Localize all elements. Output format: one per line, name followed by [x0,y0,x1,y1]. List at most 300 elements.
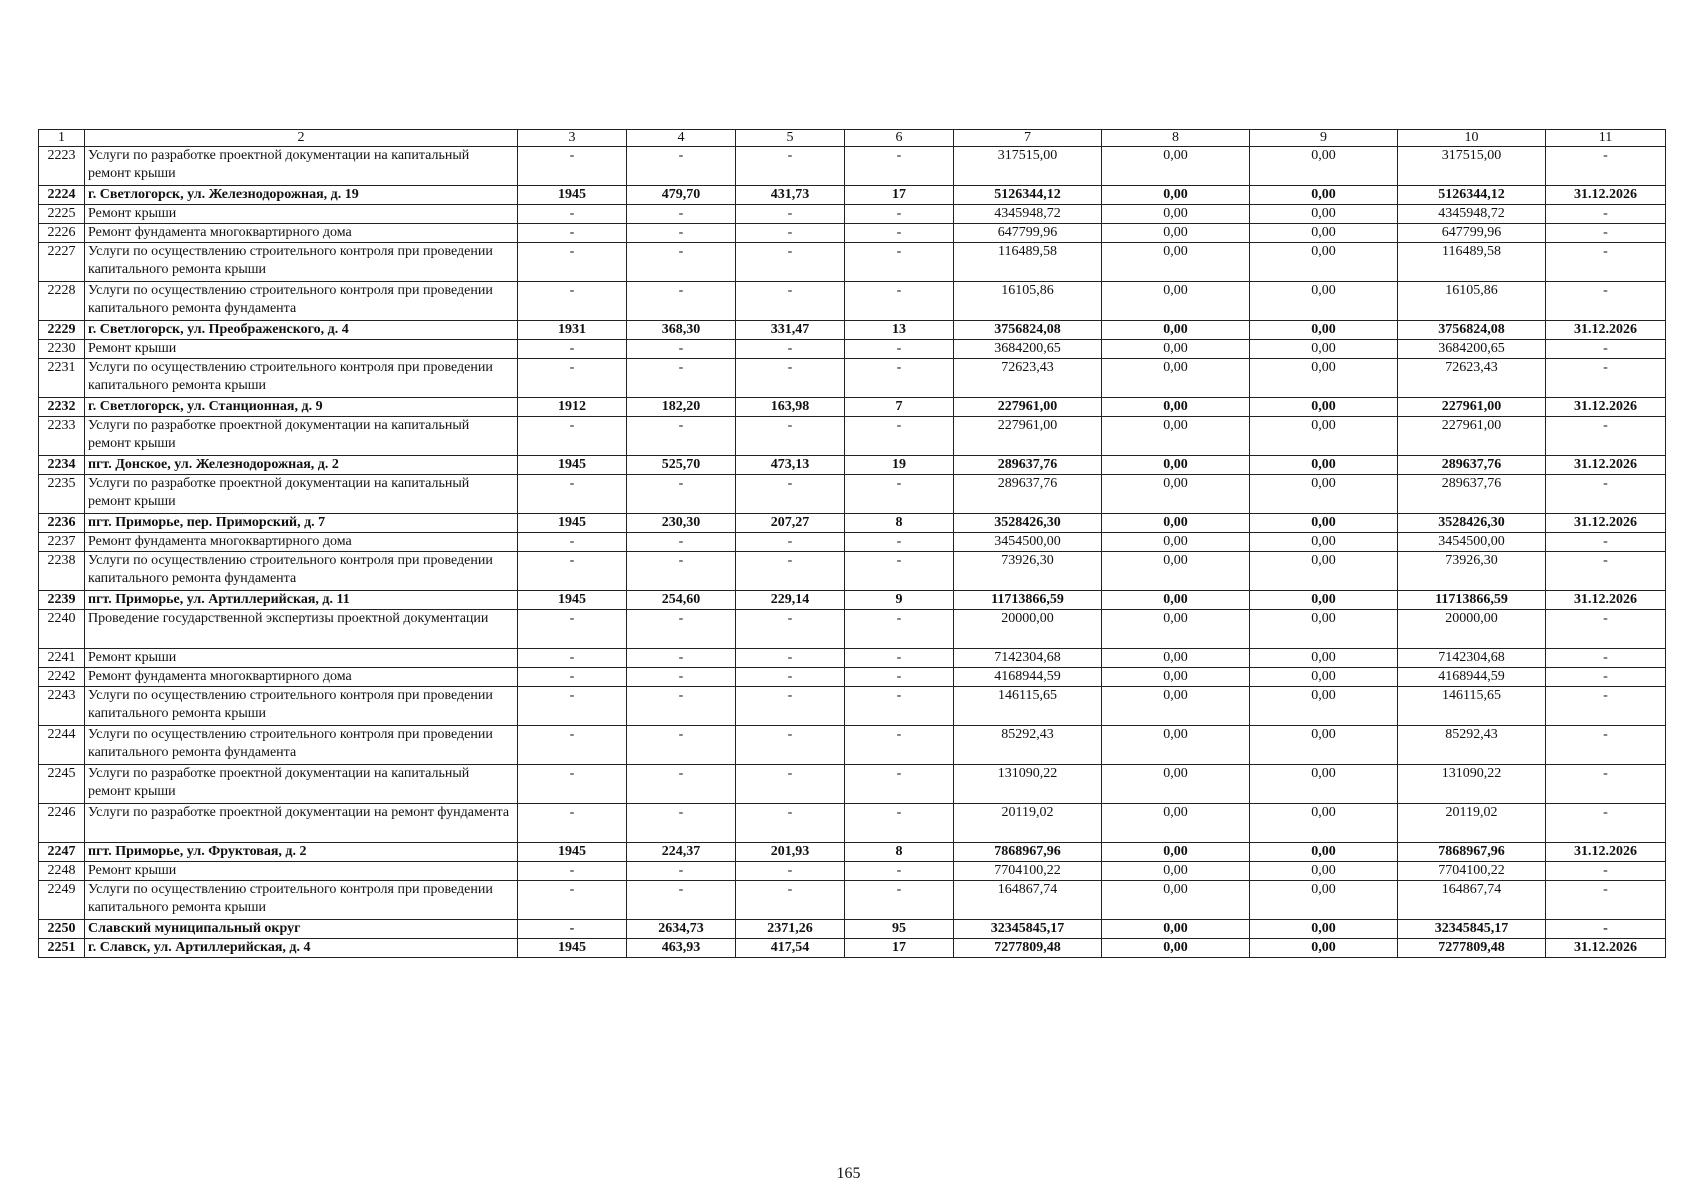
table-row [39,881,1666,920]
row-number-cell: 2235 [39,475,85,514]
area-total-cell: - [627,243,736,282]
cost-total-cell: 20119,02 [954,804,1102,843]
area-total-cell: - [627,475,736,514]
row-number-cell: 2237 [39,533,85,552]
area-total-cell: 463,93 [627,939,736,958]
description-cell: Услуги по разработке проектной документации на капитальный ремонт крыши [85,147,518,186]
area-living-cell: - [736,359,845,398]
table-row [39,456,1666,475]
row-number-cell: 2234 [39,456,85,475]
area-living-cell: 163,98 [736,398,845,417]
deadline-cell: - [1546,359,1666,398]
cost-total-cell: 32345845,17 [954,920,1102,939]
area-total-cell: - [627,804,736,843]
residents-cell: 9 [845,591,954,610]
residents-cell: - [845,552,954,591]
table-row [39,920,1666,939]
area-total-cell: - [627,224,736,243]
cost-other-cell: 0,00 [1250,456,1398,475]
year-cell: - [518,649,627,668]
year-cell: - [518,147,627,186]
year-cell: - [518,726,627,765]
cost-regional-cell: 227961,00 [1398,417,1546,456]
table-row [39,726,1666,765]
deadline-cell: 31.12.2026 [1546,514,1666,533]
table-row [39,939,1666,958]
area-living-cell: - [736,610,845,649]
cost-fund-cell: 0,00 [1102,359,1250,398]
cost-total-cell: 4345948,72 [954,205,1102,224]
year-cell: 1912 [518,398,627,417]
deadline-cell: - [1546,224,1666,243]
cost-fund-cell: 0,00 [1102,939,1250,958]
area-total-cell: 479,70 [627,186,736,205]
description-cell: г. Светлогорск, ул. Железнодорожная, д. 19 [85,186,518,205]
year-cell: 1945 [518,591,627,610]
area-total-cell: - [627,359,736,398]
area-total-cell: 254,60 [627,591,736,610]
cost-regional-cell: 289637,76 [1398,475,1546,514]
cost-other-cell: 0,00 [1250,843,1398,862]
cost-regional-cell: 3528426,30 [1398,514,1546,533]
description-cell: пгт. Приморье, пер. Приморский, д. 7 [85,514,518,533]
residents-cell: - [845,205,954,224]
area-total-cell: 230,30 [627,514,736,533]
column-header-4: 4 [627,130,736,147]
deadline-cell: - [1546,610,1666,649]
deadline-cell: - [1546,533,1666,552]
cost-fund-cell: 0,00 [1102,591,1250,610]
residents-cell: - [845,147,954,186]
row-number-cell: 2226 [39,224,85,243]
cost-total-cell: 7704100,22 [954,862,1102,881]
cost-other-cell: 0,00 [1250,862,1398,881]
cost-regional-cell: 164867,74 [1398,881,1546,920]
cost-total-cell: 72623,43 [954,359,1102,398]
table-row [39,649,1666,668]
cost-regional-cell: 20119,02 [1398,804,1546,843]
area-living-cell: - [736,552,845,591]
cost-regional-cell: 7277809,48 [1398,939,1546,958]
cost-other-cell: 0,00 [1250,359,1398,398]
cost-other-cell: 0,00 [1250,533,1398,552]
table-row [39,417,1666,456]
row-number-cell: 2240 [39,610,85,649]
description-cell: Ремонт фундамента многоквартирного дома [85,224,518,243]
cost-fund-cell: 0,00 [1102,610,1250,649]
cost-total-cell: 227961,00 [954,398,1102,417]
cost-regional-cell: 647799,96 [1398,224,1546,243]
description-cell: пгт. Приморье, ул. Артиллерийская, д. 11 [85,591,518,610]
deadline-cell: 31.12.2026 [1546,456,1666,475]
cost-other-cell: 0,00 [1250,726,1398,765]
area-total-cell: 368,30 [627,321,736,340]
table-row [39,862,1666,881]
description-cell: Ремонт крыши [85,205,518,224]
deadline-cell: - [1546,205,1666,224]
cost-regional-cell: 116489,58 [1398,243,1546,282]
area-total-cell: - [627,282,736,321]
works-table [38,129,1666,958]
row-number-cell: 2232 [39,398,85,417]
cost-other-cell: 0,00 [1250,147,1398,186]
row-number-cell: 2246 [39,804,85,843]
cost-regional-cell: 4168944,59 [1398,668,1546,687]
residents-cell: 8 [845,514,954,533]
column-header-2: 2 [85,130,518,147]
area-total-cell: - [627,687,736,726]
residents-cell: - [845,359,954,398]
deadline-cell: 31.12.2026 [1546,939,1666,958]
cost-total-cell: 164867,74 [954,881,1102,920]
cost-fund-cell: 0,00 [1102,340,1250,359]
row-number-cell: 2249 [39,881,85,920]
column-header-7: 7 [954,130,1102,147]
description-cell: Услуги по осуществлению строительного контроля при проведении капитального ремонта фундамента [85,726,518,765]
area-total-cell: - [627,649,736,668]
area-total-cell: 182,20 [627,398,736,417]
cost-regional-cell: 227961,00 [1398,398,1546,417]
table-row [39,398,1666,417]
cost-fund-cell: 0,00 [1102,186,1250,205]
deadline-cell: - [1546,668,1666,687]
cost-regional-cell: 32345845,17 [1398,920,1546,939]
cost-total-cell: 3756824,08 [954,321,1102,340]
residents-cell: - [845,533,954,552]
residents-cell: - [845,417,954,456]
table-row [39,687,1666,726]
description-cell: Проведение государственной экспертизы проектной документации [85,610,518,649]
residents-cell: - [845,804,954,843]
cost-regional-cell: 3454500,00 [1398,533,1546,552]
deadline-cell: - [1546,475,1666,514]
table-row [39,514,1666,533]
cost-other-cell: 0,00 [1250,610,1398,649]
cost-total-cell: 289637,76 [954,475,1102,514]
cost-regional-cell: 3756824,08 [1398,321,1546,340]
area-living-cell: - [736,726,845,765]
area-living-cell: - [736,687,845,726]
column-header-9: 9 [1250,130,1398,147]
column-header-6: 6 [845,130,954,147]
row-number-cell: 2230 [39,340,85,359]
area-living-cell: - [736,417,845,456]
area-living-cell: - [736,205,845,224]
residents-cell: 17 [845,186,954,205]
cost-total-cell: 16105,86 [954,282,1102,321]
area-living-cell: - [736,340,845,359]
row-number-cell: 2223 [39,147,85,186]
cost-total-cell: 3454500,00 [954,533,1102,552]
deadline-cell: - [1546,340,1666,359]
deadline-cell: 31.12.2026 [1546,591,1666,610]
cost-other-cell: 0,00 [1250,687,1398,726]
year-cell: - [518,417,627,456]
table-row [39,147,1666,186]
residents-cell: - [845,862,954,881]
cost-fund-cell: 0,00 [1102,243,1250,282]
year-cell: - [518,552,627,591]
area-total-cell: - [627,147,736,186]
description-cell: Услуги по осуществлению строительного контроля при проведении капитального ремонта крыши [85,359,518,398]
cost-total-cell: 11713866,59 [954,591,1102,610]
description-cell: г. Светлогорск, ул. Станционная, д. 9 [85,398,518,417]
cost-other-cell: 0,00 [1250,552,1398,591]
cost-other-cell: 0,00 [1250,668,1398,687]
area-living-cell: 431,73 [736,186,845,205]
year-cell: - [518,862,627,881]
cost-regional-cell: 3684200,65 [1398,340,1546,359]
row-number-cell: 2233 [39,417,85,456]
cost-total-cell: 131090,22 [954,765,1102,804]
row-number-cell: 2247 [39,843,85,862]
description-cell: пгт. Донское, ул. Железнодорожная, д. 2 [85,456,518,475]
area-living-cell: - [736,804,845,843]
cost-other-cell: 0,00 [1250,475,1398,514]
cost-fund-cell: 0,00 [1102,687,1250,726]
year-cell: - [518,804,627,843]
deadline-cell: - [1546,920,1666,939]
area-living-cell: 331,47 [736,321,845,340]
cost-fund-cell: 0,00 [1102,920,1250,939]
cost-fund-cell: 0,00 [1102,475,1250,514]
cost-fund-cell: 0,00 [1102,533,1250,552]
deadline-cell: - [1546,147,1666,186]
table-row [39,205,1666,224]
residents-cell: - [845,726,954,765]
cost-fund-cell: 0,00 [1102,224,1250,243]
cost-other-cell: 0,00 [1250,514,1398,533]
residents-cell: - [845,881,954,920]
deadline-cell: - [1546,687,1666,726]
description-cell: Ремонт крыши [85,862,518,881]
area-living-cell: - [736,224,845,243]
cost-regional-cell: 146115,65 [1398,687,1546,726]
cost-fund-cell: 0,00 [1102,282,1250,321]
area-living-cell: - [736,668,845,687]
area-total-cell: - [627,610,736,649]
cost-other-cell: 0,00 [1250,205,1398,224]
table-row [39,224,1666,243]
row-number-cell: 2225 [39,205,85,224]
residents-cell: - [845,224,954,243]
cost-fund-cell: 0,00 [1102,456,1250,475]
year-cell: - [518,243,627,282]
area-living-cell: 473,13 [736,456,845,475]
area-total-cell: - [627,205,736,224]
cost-regional-cell: 5126344,12 [1398,186,1546,205]
description-cell: Услуги по разработке проектной документации на капитальный ремонт крыши [85,475,518,514]
description-cell: Ремонт фундамента многоквартирного дома [85,668,518,687]
description-cell: Ремонт фундамента многоквартирного дома [85,533,518,552]
cost-fund-cell: 0,00 [1102,881,1250,920]
area-total-cell: - [627,765,736,804]
residents-cell: - [845,340,954,359]
cost-fund-cell: 0,00 [1102,147,1250,186]
table-row [39,765,1666,804]
residents-cell: 19 [845,456,954,475]
cost-regional-cell: 7704100,22 [1398,862,1546,881]
residents-cell: - [845,765,954,804]
deadline-cell: - [1546,282,1666,321]
area-living-cell: - [736,533,845,552]
row-number-cell: 2224 [39,186,85,205]
table-row [39,591,1666,610]
column-header-11: 11 [1546,130,1666,147]
area-living-cell: 417,54 [736,939,845,958]
cost-other-cell: 0,00 [1250,920,1398,939]
description-cell: Славский муниципальный округ [85,920,518,939]
column-header-8: 8 [1102,130,1250,147]
cost-fund-cell: 0,00 [1102,398,1250,417]
cost-regional-cell: 131090,22 [1398,765,1546,804]
area-total-cell: 2634,73 [627,920,736,939]
area-total-cell: - [627,726,736,765]
cost-regional-cell: 7868967,96 [1398,843,1546,862]
cost-total-cell: 20000,00 [954,610,1102,649]
area-living-cell: - [736,475,845,514]
area-living-cell: - [736,862,845,881]
cost-other-cell: 0,00 [1250,321,1398,340]
area-total-cell: - [627,668,736,687]
cost-fund-cell: 0,00 [1102,726,1250,765]
cost-total-cell: 7868967,96 [954,843,1102,862]
area-total-cell: - [627,340,736,359]
deadline-cell: - [1546,243,1666,282]
table-row [39,475,1666,514]
table-row [39,243,1666,282]
description-cell: Услуги по осуществлению строительного контроля при проведении капитального ремонта крыши [85,881,518,920]
cost-other-cell: 0,00 [1250,224,1398,243]
year-cell: - [518,282,627,321]
deadline-cell: - [1546,552,1666,591]
row-number-cell: 2229 [39,321,85,340]
cost-regional-cell: 73926,30 [1398,552,1546,591]
year-cell: - [518,475,627,514]
residents-cell: - [845,687,954,726]
year-cell: - [518,224,627,243]
area-total-cell: - [627,417,736,456]
area-total-cell: 525,70 [627,456,736,475]
cost-fund-cell: 0,00 [1102,417,1250,456]
cost-regional-cell: 72623,43 [1398,359,1546,398]
table-row [39,533,1666,552]
year-cell: 1945 [518,186,627,205]
area-living-cell: - [736,147,845,186]
year-cell: 1931 [518,321,627,340]
year-cell: - [518,340,627,359]
cost-other-cell: 0,00 [1250,340,1398,359]
description-cell: пгт. Приморье, ул. Фруктовая, д. 2 [85,843,518,862]
cost-total-cell: 116489,58 [954,243,1102,282]
description-cell: Услуги по осуществлению строительного контроля при проведении капитального ремонта фундамента [85,282,518,321]
description-cell: Услуги по осуществлению строительного контроля при проведении капитального ремонта крыши [85,243,518,282]
cost-other-cell: 0,00 [1250,398,1398,417]
cost-total-cell: 85292,43 [954,726,1102,765]
table-row [39,843,1666,862]
cost-fund-cell: 0,00 [1102,765,1250,804]
table-row [39,340,1666,359]
cost-total-cell: 227961,00 [954,417,1102,456]
cost-other-cell: 0,00 [1250,186,1398,205]
deadline-cell: 31.12.2026 [1546,843,1666,862]
year-cell: - [518,881,627,920]
row-number-cell: 2231 [39,359,85,398]
cost-total-cell: 4168944,59 [954,668,1102,687]
cost-regional-cell: 289637,76 [1398,456,1546,475]
cost-regional-cell: 20000,00 [1398,610,1546,649]
cost-fund-cell: 0,00 [1102,862,1250,881]
year-cell: - [518,765,627,804]
page-number: 165 [836,1165,861,1182]
table-row [39,610,1666,649]
cost-other-cell: 0,00 [1250,243,1398,282]
area-living-cell: - [736,282,845,321]
table-body [39,147,1666,958]
residents-cell: - [845,649,954,668]
area-living-cell: - [736,243,845,282]
year-cell: - [518,610,627,649]
row-number-cell: 2236 [39,514,85,533]
deadline-cell: 31.12.2026 [1546,321,1666,340]
residents-cell: - [845,610,954,649]
area-living-cell: 207,27 [736,514,845,533]
column-header-3: 3 [518,130,627,147]
year-cell: - [518,205,627,224]
area-total-cell: - [627,533,736,552]
cost-total-cell: 3528426,30 [954,514,1102,533]
cost-other-cell: 0,00 [1250,282,1398,321]
cost-other-cell: 0,00 [1250,649,1398,668]
area-total-cell: - [627,881,736,920]
column-header-1: 1 [39,130,85,147]
row-number-cell: 2248 [39,862,85,881]
table-row [39,321,1666,340]
residents-cell: 95 [845,920,954,939]
table-row [39,668,1666,687]
description-cell: Услуги по разработке проектной документации на капитальный ремонт крыши [85,417,518,456]
column-header-5: 5 [736,130,845,147]
year-cell: 1945 [518,939,627,958]
cost-fund-cell: 0,00 [1102,843,1250,862]
residents-cell: - [845,668,954,687]
area-living-cell: - [736,649,845,668]
cost-other-cell: 0,00 [1250,591,1398,610]
cost-total-cell: 73926,30 [954,552,1102,591]
row-number-cell: 2241 [39,649,85,668]
description-cell: Услуги по осуществлению строительного контроля при проведении капитального ремонта крыши [85,687,518,726]
cost-other-cell: 0,00 [1250,804,1398,843]
year-cell: - [518,668,627,687]
residents-cell: 17 [845,939,954,958]
cost-other-cell: 0,00 [1250,881,1398,920]
cost-regional-cell: 317515,00 [1398,147,1546,186]
header-row [39,130,1666,147]
cost-total-cell: 7277809,48 [954,939,1102,958]
cost-total-cell: 289637,76 [954,456,1102,475]
area-total-cell: - [627,862,736,881]
deadline-cell: 31.12.2026 [1546,398,1666,417]
area-total-cell: - [627,552,736,591]
area-total-cell: 224,37 [627,843,736,862]
cost-total-cell: 317515,00 [954,147,1102,186]
deadline-cell: - [1546,804,1666,843]
year-cell: - [518,533,627,552]
residents-cell: 7 [845,398,954,417]
cost-fund-cell: 0,00 [1102,804,1250,843]
residents-cell: 8 [845,843,954,862]
row-number-cell: 2239 [39,591,85,610]
